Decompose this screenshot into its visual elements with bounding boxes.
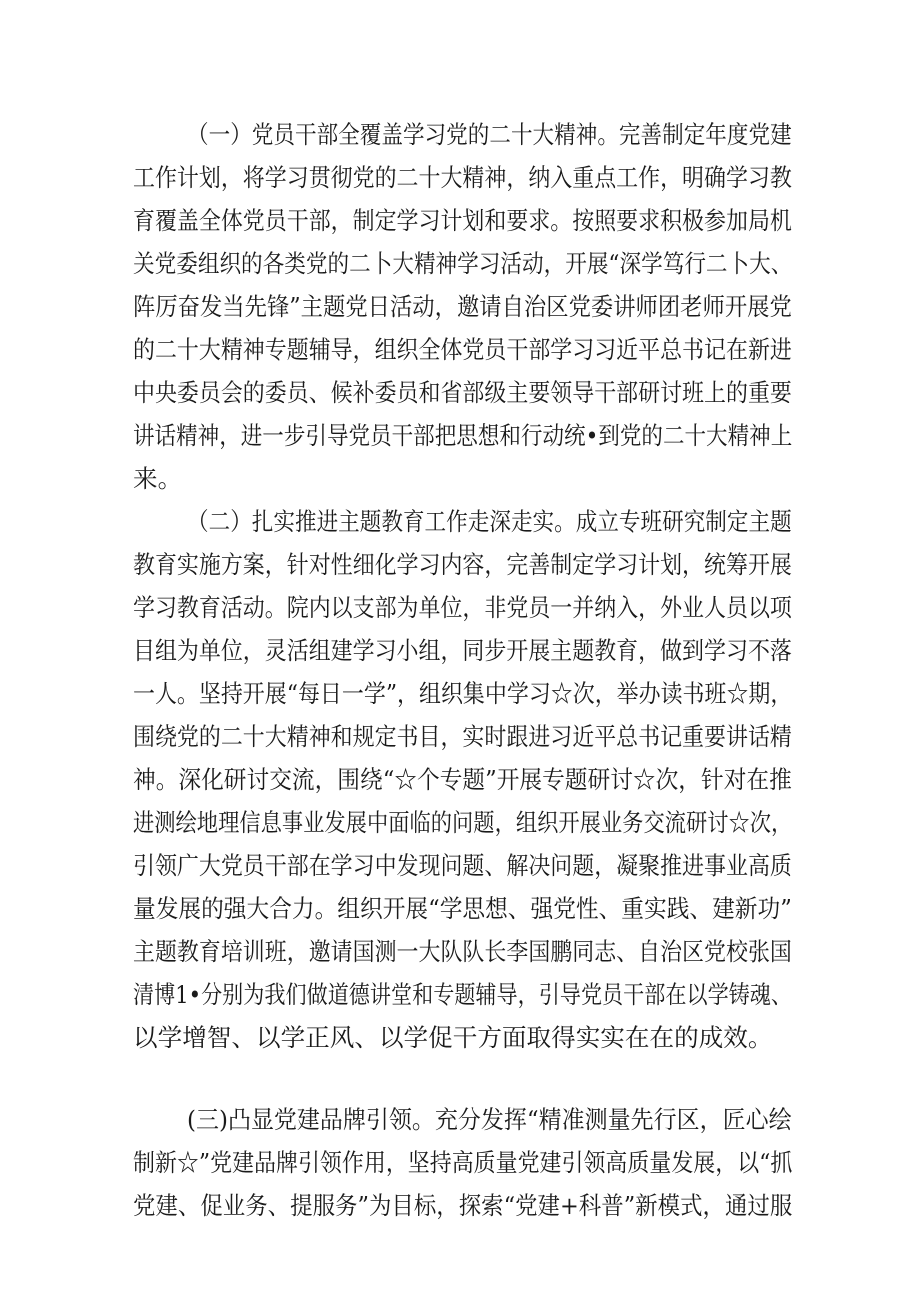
paragraph-line: 制新☆”党建品牌引领作用，坚持高质量党建引领高质量发展，以“抓 <box>133 1148 793 1177</box>
paragraph-line: 教育实施方案，针对性细化学习内容，完善制定学习计划，统筹开展 <box>133 550 792 579</box>
paragraph-line: 主题教育培训班，邀请国测一大队队长李国鹏同志、自治区党校张国 <box>133 937 792 966</box>
paragraph-line: 清博1•分别为我们做道德讲堂和专题辅导，引导党员干部在以学铸魂、 <box>133 980 792 1009</box>
paragraph-line: (三)凸显党建品牌引领。充分发挥“精准测量先行区，匠心绘 <box>187 1105 792 1134</box>
paragraph-line: 来。 <box>133 464 183 493</box>
paragraph-line: 神。深化研讨交流，围绕“☆个专题”开展专题研讨☆次，针对在推 <box>133 765 792 794</box>
paragraph-line: 阵厉奋发当先锋”主题党日活动，邀请自治区党委讲师团老师开展党 <box>133 292 792 321</box>
paragraph-line: 中央委员会的委员、候补委员和省部级主要领导干部研讨班上的重要 <box>133 378 792 407</box>
paragraph-line: 的二十大精神专题辅导，组织全体党员干部学习习近平总书记在新进 <box>133 335 792 364</box>
paragraph-line: 围绕党的二十大精神和规定书目，实时跟进习近平总书记重要讲话精 <box>133 722 792 751</box>
paragraph-line: （一）党员干部全覆盖学习党的二十大精神。完善制定年度党建 <box>187 120 792 149</box>
paragraph-line: （二）扎实推进主题教育工作走深走实。成立专班研究制定主题 <box>187 507 792 536</box>
paragraph-line: 育覆盖全体党员干部，制定学习计划和要求。按照要求积极参加局机 <box>133 206 792 235</box>
paragraph-line: 目组为单位，灵活组建学习小组，同步开展主题教育，做到学习不落 <box>133 636 792 665</box>
paragraph-line: 进测绘地理信息事业发展中面临的问题，组织开展业务交流研讨☆次， <box>133 808 793 837</box>
paragraph-line: 以学增智、以学正风、以学促干方面取得实实在在的成效。 <box>133 1023 773 1052</box>
paragraph-line: 工作计划，将学习贯彻党的二十大精神，纳入重点工作，明确学习教 <box>133 163 792 192</box>
paragraph-line: 党建、促业务、提服务”为目标，探索“党建+科普”新模式，通过服 <box>133 1191 793 1220</box>
paragraph-line: 关党委组织的各类党的二卜大精神学习活动，开展“深学笃行二卜大、 <box>133 249 793 278</box>
paragraph-line: 引领广大党员干部在学习中发现问题、解决问题，凝聚推进事业高质 <box>133 851 792 880</box>
paragraph-line: 量发展的强大合力。组织开展“学思想、强党性、重实践、建新功” <box>133 894 792 923</box>
paragraph-line: 讲话精神，进一步引导党员干部把思想和行动统•到党的二十大精神上 <box>133 421 793 450</box>
paragraph-line: 学习教育活动。院内以支部为单位，非党员一并纳入，外业人员以项 <box>133 593 792 622</box>
paragraph-line: 一人。坚持开展“每日一学”，组织集中学习☆次，举办读书班☆期， <box>133 679 793 708</box>
